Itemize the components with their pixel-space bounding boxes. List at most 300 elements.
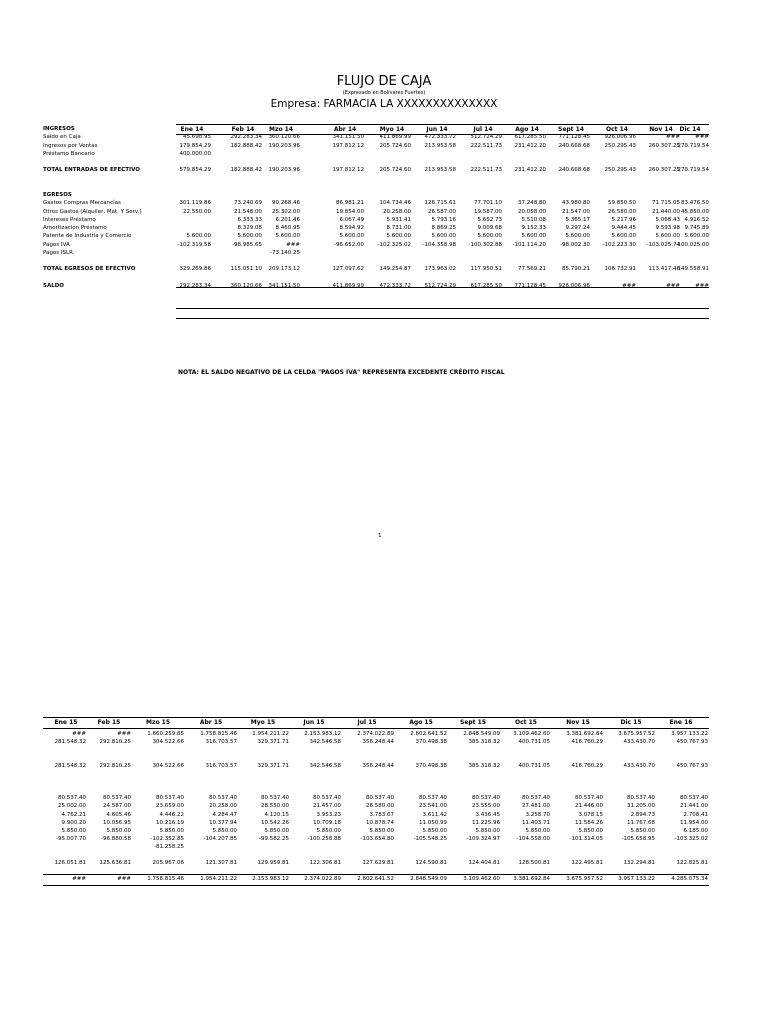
table-cell: -109.324.97 <box>466 835 500 842</box>
table-cell: 117.950.51 <box>470 266 502 273</box>
table-cell: 411.869.99 <box>332 282 364 289</box>
table-cell: -81.258.25 <box>154 843 184 850</box>
table-cell: -100.302.88 <box>468 241 502 248</box>
table-cell: 10.542.26 <box>261 819 289 826</box>
table-cell: 292.283.34 <box>230 134 262 141</box>
row-label: Intereses Préstamo <box>43 216 96 223</box>
table-cell: 77.569.21 <box>518 266 546 273</box>
table-cell: 2.374.022.89 <box>357 731 394 737</box>
table-cell: 304.522.66 <box>152 763 184 770</box>
table-cell: 617.285.50 <box>514 134 546 141</box>
table-cell: 1.758.815.46 <box>200 731 237 737</box>
table-cell: 5.850.00 <box>422 827 447 834</box>
table-cell: -103.325.02 <box>674 835 708 842</box>
row-label: Préstamo Bancario <box>43 150 95 157</box>
table-cell: 5.850.00 <box>106 827 131 834</box>
table-cell: 197.812.12 <box>332 167 364 174</box>
table-cell: 3.953.23 <box>316 811 341 818</box>
table-cell: 8.460.95 <box>275 225 300 231</box>
table-cell: 9.152.33 <box>521 225 546 231</box>
table-cell: 113.417.46 <box>648 266 680 273</box>
month-header: Feb 15 <box>97 719 121 726</box>
month-header: Ago 15 <box>409 719 433 726</box>
table-cell: 250.295.43 <box>604 167 636 174</box>
table-cell: 80.537.40 <box>261 795 289 802</box>
table-cell: 4.285.075.34 <box>671 875 708 882</box>
table-cell: 5.217.96 <box>611 216 636 223</box>
table-cell: 43.980.80 <box>562 200 590 207</box>
table-cell: 173.963.02 <box>424 266 456 273</box>
row-label: SALDO <box>43 282 64 289</box>
table-cell: 115.051.10 <box>230 266 262 273</box>
table-cell: 25.002.00 <box>58 803 86 810</box>
table-cell: 80.537.40 <box>472 795 500 802</box>
table-cell: 5.600.00 <box>386 233 411 240</box>
table-cell: 5.850.00 <box>264 827 289 834</box>
table-cell: 5.600.00 <box>684 233 709 240</box>
table-cell: 127.629.81 <box>362 859 394 866</box>
table-cell: 3.957.133.22 <box>618 875 655 882</box>
table-cell: 5.850.00 <box>578 827 603 834</box>
table-cell: -105.548.25 <box>413 835 447 842</box>
table-cell: 59.850.50 <box>608 200 636 207</box>
table-cell: 209.173.12 <box>268 266 300 273</box>
saldo-bottom-rule <box>43 885 709 886</box>
table-cell: 90.268.46 <box>272 200 300 207</box>
table-cell: 124.590.81 <box>415 859 447 866</box>
table-cell: 122.495.81 <box>571 859 603 866</box>
table-cell: 23.541.00 <box>419 803 447 810</box>
table-cell: 86.981.21 <box>336 200 364 207</box>
table-cell: 21.457.00 <box>313 803 341 810</box>
table-cell: 28.550.00 <box>261 803 289 810</box>
table-cell: 356.248.44 <box>362 763 394 770</box>
table-cell: 19.587.00 <box>474 208 502 215</box>
table-cell: 80.537.40 <box>522 795 550 802</box>
table-cell: 450.767.93 <box>676 739 708 746</box>
table-cell: 2.153.983.12 <box>252 875 289 882</box>
table-cell: 231.412.20 <box>514 142 546 149</box>
table-cell: 370.498.38 <box>415 763 447 770</box>
table-cell: 5.600.00 <box>611 233 636 240</box>
table-cell: ### <box>117 731 131 737</box>
table-cell: 149.254.87 <box>379 266 411 273</box>
table-cell: 433.430.70 <box>623 739 655 746</box>
row-label: Gastos Compras Mercancías <box>43 200 121 207</box>
table-cell: 2.153.983.12 <box>304 731 341 737</box>
company-name: Empresa: FARMACIA LA XXXXXXXXXXXXXX <box>270 98 498 110</box>
table-cell: 6.067.49 <box>339 216 364 223</box>
table-cell: 2.374.022.89 <box>304 875 341 882</box>
row-label: Pagos IVA <box>43 241 70 248</box>
table-cell: 127.097.62 <box>332 266 364 273</box>
row-label: TOTAL ENTRADAS DE EFECTIVO <box>43 167 140 174</box>
table-cell: 1.660.259.85 <box>147 731 184 737</box>
table-cell: -102.223.30 <box>602 241 636 248</box>
month-header: Jun 14 <box>426 126 448 133</box>
table-cell: 149.558.91 <box>677 266 709 273</box>
table-cell: 2.602.641.52 <box>410 731 447 737</box>
table-cell: 124.404.81 <box>468 859 500 866</box>
row-label: Patente de Industria y Comercio <box>43 233 132 240</box>
table-cell: 8.869.25 <box>431 225 456 231</box>
table-cell: 122.306.81 <box>309 859 341 866</box>
month-header: Mzo 14 <box>268 126 294 133</box>
table-cell: -104.558.00 <box>516 835 550 842</box>
table-cell: ### <box>666 134 680 141</box>
table-cell: 9.009.68 <box>477 225 502 231</box>
row-label: Otros Gastos (Alquiler, Mat. Y Serv.) <box>43 208 142 215</box>
table-cell: 231.412.20 <box>514 167 546 174</box>
table-cell: 37.248.80 <box>518 200 546 207</box>
table-cell: 213.953.58 <box>424 167 456 174</box>
table-cell: -96.880.58 <box>101 835 131 842</box>
table-cell: 8.594.92 <box>339 225 364 231</box>
table-cell: 292.810.25 <box>99 739 131 746</box>
table-cell: 26.580.00 <box>366 803 394 810</box>
month-header: Dic 14 <box>679 126 701 133</box>
table-cell: 2.848.549.09 <box>410 875 447 882</box>
table-cell: 4.120.15 <box>264 811 289 818</box>
month-header: Abr 15 <box>199 719 223 726</box>
table-cell: 5.600.00 <box>237 233 262 240</box>
table-cell: 240.668.68 <box>558 167 590 174</box>
table-cell: -100.025.00 <box>675 241 709 248</box>
table-cell: 22.550.00 <box>183 208 211 215</box>
table-cell: 771.128.45 <box>514 282 546 289</box>
table-cell: 125.636.81 <box>99 859 131 866</box>
table-cell: -105.658.95 <box>621 835 655 842</box>
month-header: Dic 15 <box>620 719 642 726</box>
row-label: Ingresos por Ventas <box>43 142 98 149</box>
table-cell: 205.724.60 <box>379 142 411 149</box>
table-cell: 205.967.06 <box>152 859 184 866</box>
month-header: Jul 14 <box>473 126 493 133</box>
table-cell: 3.611.42 <box>422 811 447 818</box>
table-cell: 301.119.86 <box>179 200 211 207</box>
table-cell: 80.537.40 <box>58 795 86 802</box>
table-cell: 77.701.10 <box>474 200 502 207</box>
table-cell: -96.652.00 <box>334 241 364 248</box>
table-cell: 6.333.33 <box>237 216 262 223</box>
table-cell: 579.854.29 <box>179 167 211 174</box>
table-cell: 329.371.71 <box>257 763 289 770</box>
table-cell: 4.446.22 <box>159 811 184 818</box>
table-cell: 5.850.00 <box>61 827 86 834</box>
table-cell: 356.248.44 <box>362 739 394 746</box>
table-cell: -103.025.74 <box>646 241 680 248</box>
table-cell: 83.476.50 <box>681 200 709 207</box>
table-cell: 3.783.67 <box>369 811 394 818</box>
saldo-bottom-rule <box>176 318 709 319</box>
month-header: Sept 15 <box>460 719 486 726</box>
table-cell: 80.537.40 <box>680 795 708 802</box>
table-cell: 360.120.66 <box>268 134 300 141</box>
table-cell: 122.825.81 <box>676 859 708 866</box>
table-cell: 5.850.00 <box>212 827 237 834</box>
table-cell: 512.724.29 <box>424 282 456 289</box>
table-cell: 329.269.86 <box>179 266 211 273</box>
header-top-rule <box>43 717 709 718</box>
table-cell: -100.258.88 <box>307 835 341 842</box>
table-cell: 10.216.19 <box>156 819 184 826</box>
table-cell: 8.329.08 <box>237 225 262 231</box>
table-cell: 128.500.81 <box>518 859 550 866</box>
table-cell: 11.584.26 <box>575 819 603 826</box>
table-cell: -102.352.85 <box>150 835 184 842</box>
table-cell: 370.498.38 <box>415 739 447 746</box>
table-cell: 11.050.99 <box>419 819 447 826</box>
saldo-top-rule <box>176 308 709 309</box>
table-cell: 433.430.70 <box>623 763 655 770</box>
table-cell: 304.522.66 <box>152 739 184 746</box>
table-cell: 1.758.815.46 <box>147 875 184 882</box>
table-cell: 5.793.16 <box>431 216 456 223</box>
table-cell: 400.731.05 <box>518 739 550 746</box>
table-cell: 4.605.46 <box>106 811 131 818</box>
table-cell: 31.205.00 <box>627 803 655 810</box>
table-cell: 5.600.00 <box>655 233 680 240</box>
table-cell: 182.888.42 <box>230 142 262 149</box>
table-cell: 179.854.29 <box>179 142 211 149</box>
table-cell: 25.302.00 <box>272 208 300 215</box>
table-cell: 106.732.91 <box>604 266 636 273</box>
table-cell: 23.555.00 <box>472 803 500 810</box>
table-cell: 5.850.00 <box>369 827 394 834</box>
table-cell: ### <box>622 282 636 289</box>
table-cell: 6.201.46 <box>275 216 300 223</box>
table-cell: 341.151.50 <box>268 282 300 289</box>
table-cell: 121.307.81 <box>205 859 237 866</box>
table-cell: -102.319.58 <box>177 241 211 248</box>
table-cell: 3.957.133.22 <box>671 731 708 737</box>
table-cell: 4.916.52 <box>684 216 709 223</box>
table-cell: -103.654.80 <box>360 835 394 842</box>
table-cell: 80.537.40 <box>103 795 131 802</box>
table-cell: 21.441.00 <box>680 803 708 810</box>
table-cell: 450.767.93 <box>676 763 708 770</box>
month-header: Nov 15 <box>566 719 590 726</box>
table-cell: 5.600.00 <box>521 233 546 240</box>
table-cell: 26.580.00 <box>608 208 636 215</box>
table-cell: 5.850.00 <box>525 827 550 834</box>
table-cell: 10.377.94 <box>209 819 237 826</box>
table-cell: 45.698.95 <box>183 134 211 141</box>
header-top-rule <box>176 124 709 125</box>
table-cell: 411.869.99 <box>379 134 411 141</box>
table-cell: 2.848.549.09 <box>463 731 500 737</box>
table-cell: -104.207.85 <box>203 835 237 842</box>
table-cell: 3.675.957.52 <box>618 731 655 737</box>
month-header: Sept 14 <box>558 126 584 133</box>
table-cell: 80.537.40 <box>209 795 237 802</box>
table-cell: 2.894.73 <box>630 811 655 818</box>
table-cell: 2.602.641.52 <box>357 875 394 882</box>
table-cell: 21.547.00 <box>562 208 590 215</box>
row-label: Pagos ISLR <box>43 249 73 256</box>
table-cell: 341.151.50 <box>332 134 364 141</box>
table-cell: 20.258.00 <box>383 208 411 215</box>
table-cell: 5.850.00 <box>316 827 341 834</box>
table-cell: -98.985.65 <box>232 241 262 248</box>
table-cell: 416.760.29 <box>571 763 603 770</box>
month-header: Ene 16 <box>669 719 693 726</box>
table-cell: 3.381.692.84 <box>566 731 603 737</box>
table-cell: 3.436.45 <box>475 811 500 818</box>
month-header: Myo 14 <box>379 126 405 133</box>
table-cell: 71.715.05 <box>652 200 680 207</box>
table-cell: 5.652.73 <box>477 216 502 223</box>
table-cell: 385.318.32 <box>468 763 500 770</box>
table-cell: 5.600.00 <box>339 233 364 240</box>
table-cell: ### <box>286 241 300 248</box>
table-cell: 20.258.00 <box>209 803 237 810</box>
table-cell: 80.537.40 <box>366 795 394 802</box>
egresos-total-rule <box>176 287 709 288</box>
row-label: Saldo en Caja <box>43 134 81 141</box>
table-cell: 132.294.81 <box>623 859 655 866</box>
table-cell: 5.600.00 <box>431 233 456 240</box>
table-cell: 329.371.71 <box>257 739 289 746</box>
table-cell: -101.314.05 <box>569 835 603 842</box>
table-cell: 10.709.18 <box>313 819 341 826</box>
table-cell: 213.953.58 <box>424 142 456 149</box>
table-cell: ### <box>695 282 709 289</box>
table-cell: 20.058.00 <box>518 208 546 215</box>
table-cell: 292.283.34 <box>179 282 211 289</box>
table-cell: 260.307.25 <box>648 167 680 174</box>
month-header: Ago 14 <box>515 126 539 133</box>
month-header: Mzo 15 <box>145 719 171 726</box>
table-cell: -99.582.25 <box>259 835 289 842</box>
table-cell: 5.600.00 <box>186 233 211 240</box>
month-header: Jun 15 <box>303 719 325 726</box>
table-cell: 316.703.57 <box>205 763 237 770</box>
table-cell: 926.006.96 <box>604 134 636 141</box>
row-label: INGRESOS <box>43 126 75 132</box>
table-cell: 3.109.462.60 <box>463 875 500 882</box>
row-label: Amortización Préstamo <box>43 225 107 231</box>
table-cell: 250.295.43 <box>604 142 636 149</box>
table-cell: 85.790.21 <box>562 266 590 273</box>
table-cell: 26.587.00 <box>428 208 456 215</box>
table-cell: 316.703.57 <box>205 739 237 746</box>
month-header: Nov 14 <box>649 126 673 133</box>
table-cell: 9.745.89 <box>684 225 709 231</box>
table-cell: 5.850.00 <box>159 827 184 834</box>
table-cell: -101.114.20 <box>512 241 546 248</box>
month-header: Feb 14 <box>231 126 255 133</box>
table-cell: 3.675.957.52 <box>566 875 603 882</box>
table-cell: 270.719.54 <box>677 167 709 174</box>
table-cell: 342.546.58 <box>309 739 341 746</box>
report-subtitle: (Expresado en Bolívares Fuertes) <box>342 90 426 96</box>
table-cell: 23.659.00 <box>156 803 184 810</box>
table-cell: 5.850.00 <box>475 827 500 834</box>
header-bottom-rule <box>43 728 709 729</box>
table-cell: 5.600.00 <box>565 233 590 240</box>
table-cell: 11.403.71 <box>522 819 550 826</box>
table-cell: 190.203.96 <box>268 142 300 149</box>
table-cell: 9.444.45 <box>611 225 636 231</box>
table-cell: 10.056.95 <box>103 819 131 826</box>
table-cell: 45.850.00 <box>681 208 709 215</box>
table-cell: 80.537.40 <box>627 795 655 802</box>
table-cell: 11.225.96 <box>472 819 500 826</box>
table-cell: ### <box>72 875 86 882</box>
table-cell: 129.959.81 <box>257 859 289 866</box>
table-cell: 197.812.12 <box>332 142 364 149</box>
table-cell: 21.440.00 <box>652 208 680 215</box>
table-cell: 1.954.211.22 <box>200 875 237 882</box>
table-cell: 222.511.73 <box>470 142 502 149</box>
table-cell: 5.510.08 <box>521 216 546 223</box>
table-cell: 360.120.66 <box>230 282 262 289</box>
table-cell: 3.258.70 <box>525 811 550 818</box>
table-cell: 416.760.29 <box>571 739 603 746</box>
month-header: Ene 15 <box>54 719 78 726</box>
table-cell: 342.546.58 <box>309 763 341 770</box>
table-cell: 182.888.42 <box>230 167 262 174</box>
table-cell: 400.731.05 <box>518 763 550 770</box>
table-cell: -98.002.30 <box>560 241 590 248</box>
table-cell: 27.481.00 <box>522 803 550 810</box>
table-cell: 19.854.00 <box>336 208 364 215</box>
table-cell: 9.900.20 <box>61 819 86 826</box>
table-cell: 281.548.32 <box>54 763 86 770</box>
table-cell: 205.724.60 <box>379 167 411 174</box>
table-cell: ### <box>72 731 86 737</box>
table-cell: 5.600.00 <box>275 233 300 240</box>
month-header: Jul 15 <box>357 719 377 726</box>
table-cell: 126.715.61 <box>424 200 456 207</box>
table-cell: 1.954.211.22 <box>252 731 289 737</box>
table-cell: 5.068.43 <box>655 216 680 223</box>
month-header: Ene 14 <box>180 126 204 133</box>
table-cell: 80.537.40 <box>575 795 603 802</box>
table-cell: 292.810.25 <box>99 763 131 770</box>
table-cell: 4.762.21 <box>61 811 86 818</box>
table-cell: 3.381.692.84 <box>513 875 550 882</box>
row-label: EGRESOS <box>43 192 72 198</box>
table-cell: 222.511.73 <box>470 167 502 174</box>
table-cell: 80.537.40 <box>419 795 447 802</box>
table-cell: 512.724.29 <box>470 134 502 141</box>
report-title: FLUJO DE CAJA <box>336 74 432 89</box>
table-cell: -73.140.25 <box>270 249 300 256</box>
table-cell: 5.931.41 <box>386 216 411 223</box>
table-cell: 472.333.72 <box>379 282 411 289</box>
table-cell: 5.600.00 <box>477 233 502 240</box>
table-cell: 9.593.98 <box>655 225 680 231</box>
table-cell: 73.240.69 <box>234 200 262 207</box>
table-cell: 6.185.00 <box>683 827 708 834</box>
month-header: Oct 15 <box>515 719 537 726</box>
table-cell: 21.446.00 <box>575 803 603 810</box>
table-cell: 11.954.00 <box>680 819 708 826</box>
table-cell: 3.109.462.60 <box>513 731 550 737</box>
month-header: Myo 15 <box>250 719 276 726</box>
table-cell: 21.548.00 <box>234 208 262 215</box>
table-cell: 771.128.45 <box>558 134 590 141</box>
table-cell: 385.318.32 <box>468 739 500 746</box>
table-cell: 9.297.24 <box>565 225 590 231</box>
table-cell: 281.548.32 <box>54 739 86 746</box>
saldo-top-rule <box>43 874 709 875</box>
table-cell: 80.537.40 <box>156 795 184 802</box>
table-cell: ### <box>695 134 709 141</box>
table-cell: 260.307.25 <box>648 142 680 149</box>
